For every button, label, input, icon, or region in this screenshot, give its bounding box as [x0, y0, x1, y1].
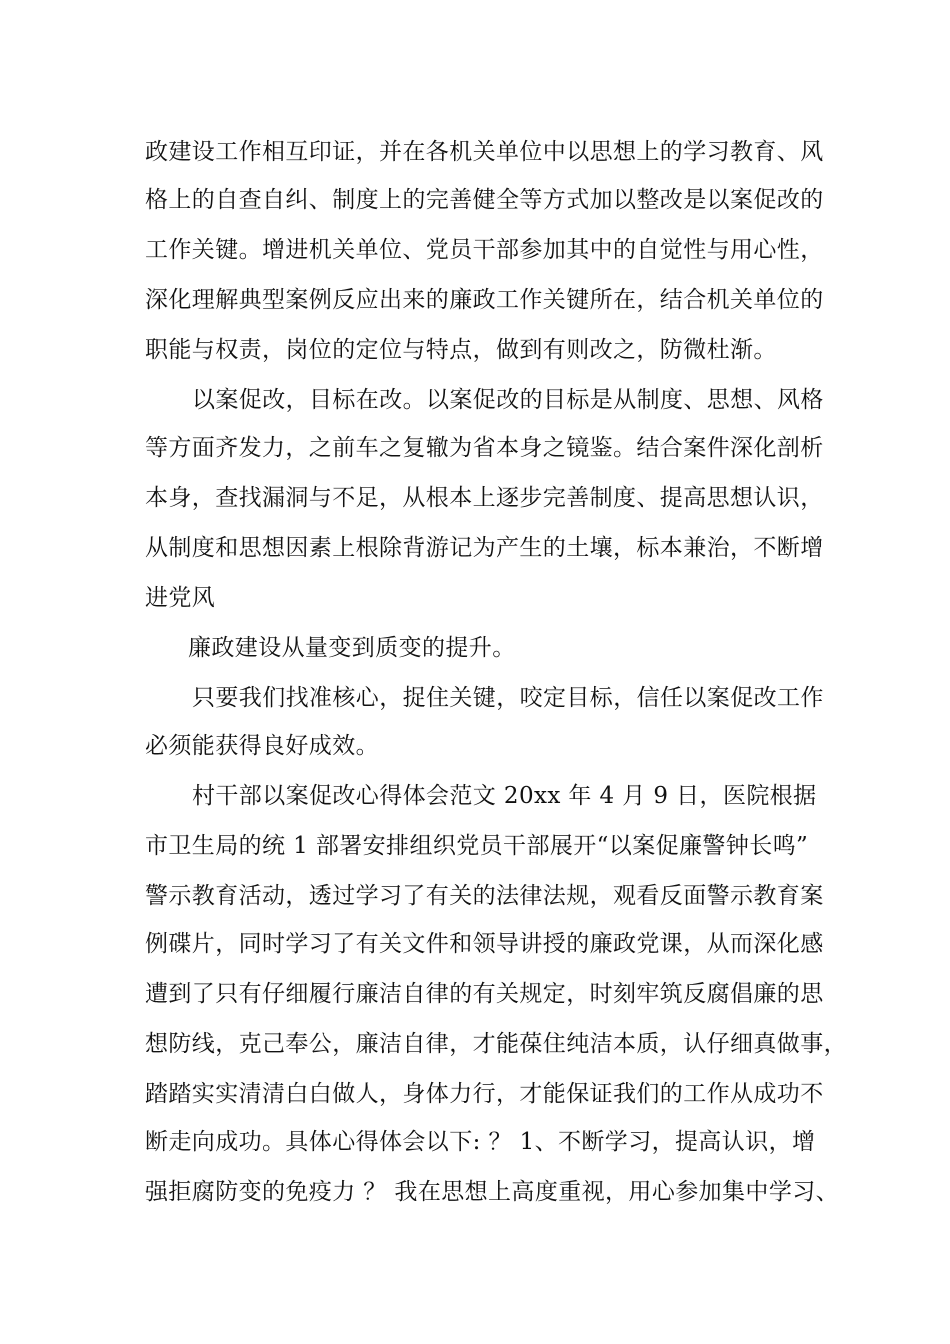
text-line-2: 格上的自查自纠、制度上的完善健全等方式加以整改是以案促改的 [145, 187, 824, 213]
text-line-9: 从制度和思想因素上根除背游记为产生的土壤，标本兼治，不断增 [145, 535, 824, 561]
text-line-3: 工作关键。增进机关单位、党员干部参加其中的自觉性与用心性， [145, 237, 824, 263]
text-line-22: 强拒腐防变的免疫力 ？ 我在思想上高度重视，用心参加集中学习、 [145, 1179, 840, 1205]
text-line-10: 进党风 [145, 585, 216, 611]
text-line-7: 等方面齐发力，之前车之复辙为省本身之镜鉴。结合案件深化剖析 [145, 435, 824, 461]
text-line-6: 以案促改，目标在改。以案促改的目标是从制度、思想、风格 [192, 387, 824, 413]
text-line-21: 断走向成功。具体心得体会以下: ？ 1、不断学习，提高认识，增 [145, 1129, 816, 1155]
text-line-17: 例碟片，同时学习了有关文件和领导讲授的廉政党课，从而深化感 [145, 931, 824, 957]
text-line-18: 遭到了只有仔细履行廉洁自律的有关规定，时刻牢筑反腐倡廉的思 [145, 981, 824, 1007]
text-line-19: 想防线，克己奉公，廉洁自律，才能葆住纯洁本质，认仔细真做事， [145, 1031, 847, 1057]
text-line-5: 职能与权责，岗位的定位与特点，做到有则改之，防微杜渐。 [145, 337, 777, 363]
text-line-15: 市卫生局的统 1 部署安排组织党员干部展开“以案促廉警钟长鸣” [145, 833, 809, 859]
text-line-13: 必须能获得良好成效。 [145, 733, 379, 759]
text-line-1: 政建设工作相互印证，并在各机关单位中以思想上的学习教育、风 [145, 139, 824, 165]
text-line-8: 本身，查找漏洞与不足，从根本上逐步完善制度、提高思想认识， [145, 485, 824, 511]
text-line-16: 警示教育活动，透过学习了有关的法律法规，观看反面警示教育案 [145, 883, 824, 909]
text-line-12: 只要我们找准核心，捉住关键，咬定目标，信任以案促改工作 [192, 685, 824, 711]
text-line-20: 踏踏实实清清白白做人，身体力行，才能保证我们的工作从成功不 [145, 1081, 824, 1107]
text-line-14: 村干部以案促改心得体会范文 20xx 年 4 月 9 日，医院根据 [192, 783, 817, 809]
text-line-11: 廉政建设从量变到质变的提升。 [188, 635, 516, 661]
text-line-4: 深化理解典型案例反应出来的廉政工作关键所在，结合机关单位的 [145, 287, 824, 313]
